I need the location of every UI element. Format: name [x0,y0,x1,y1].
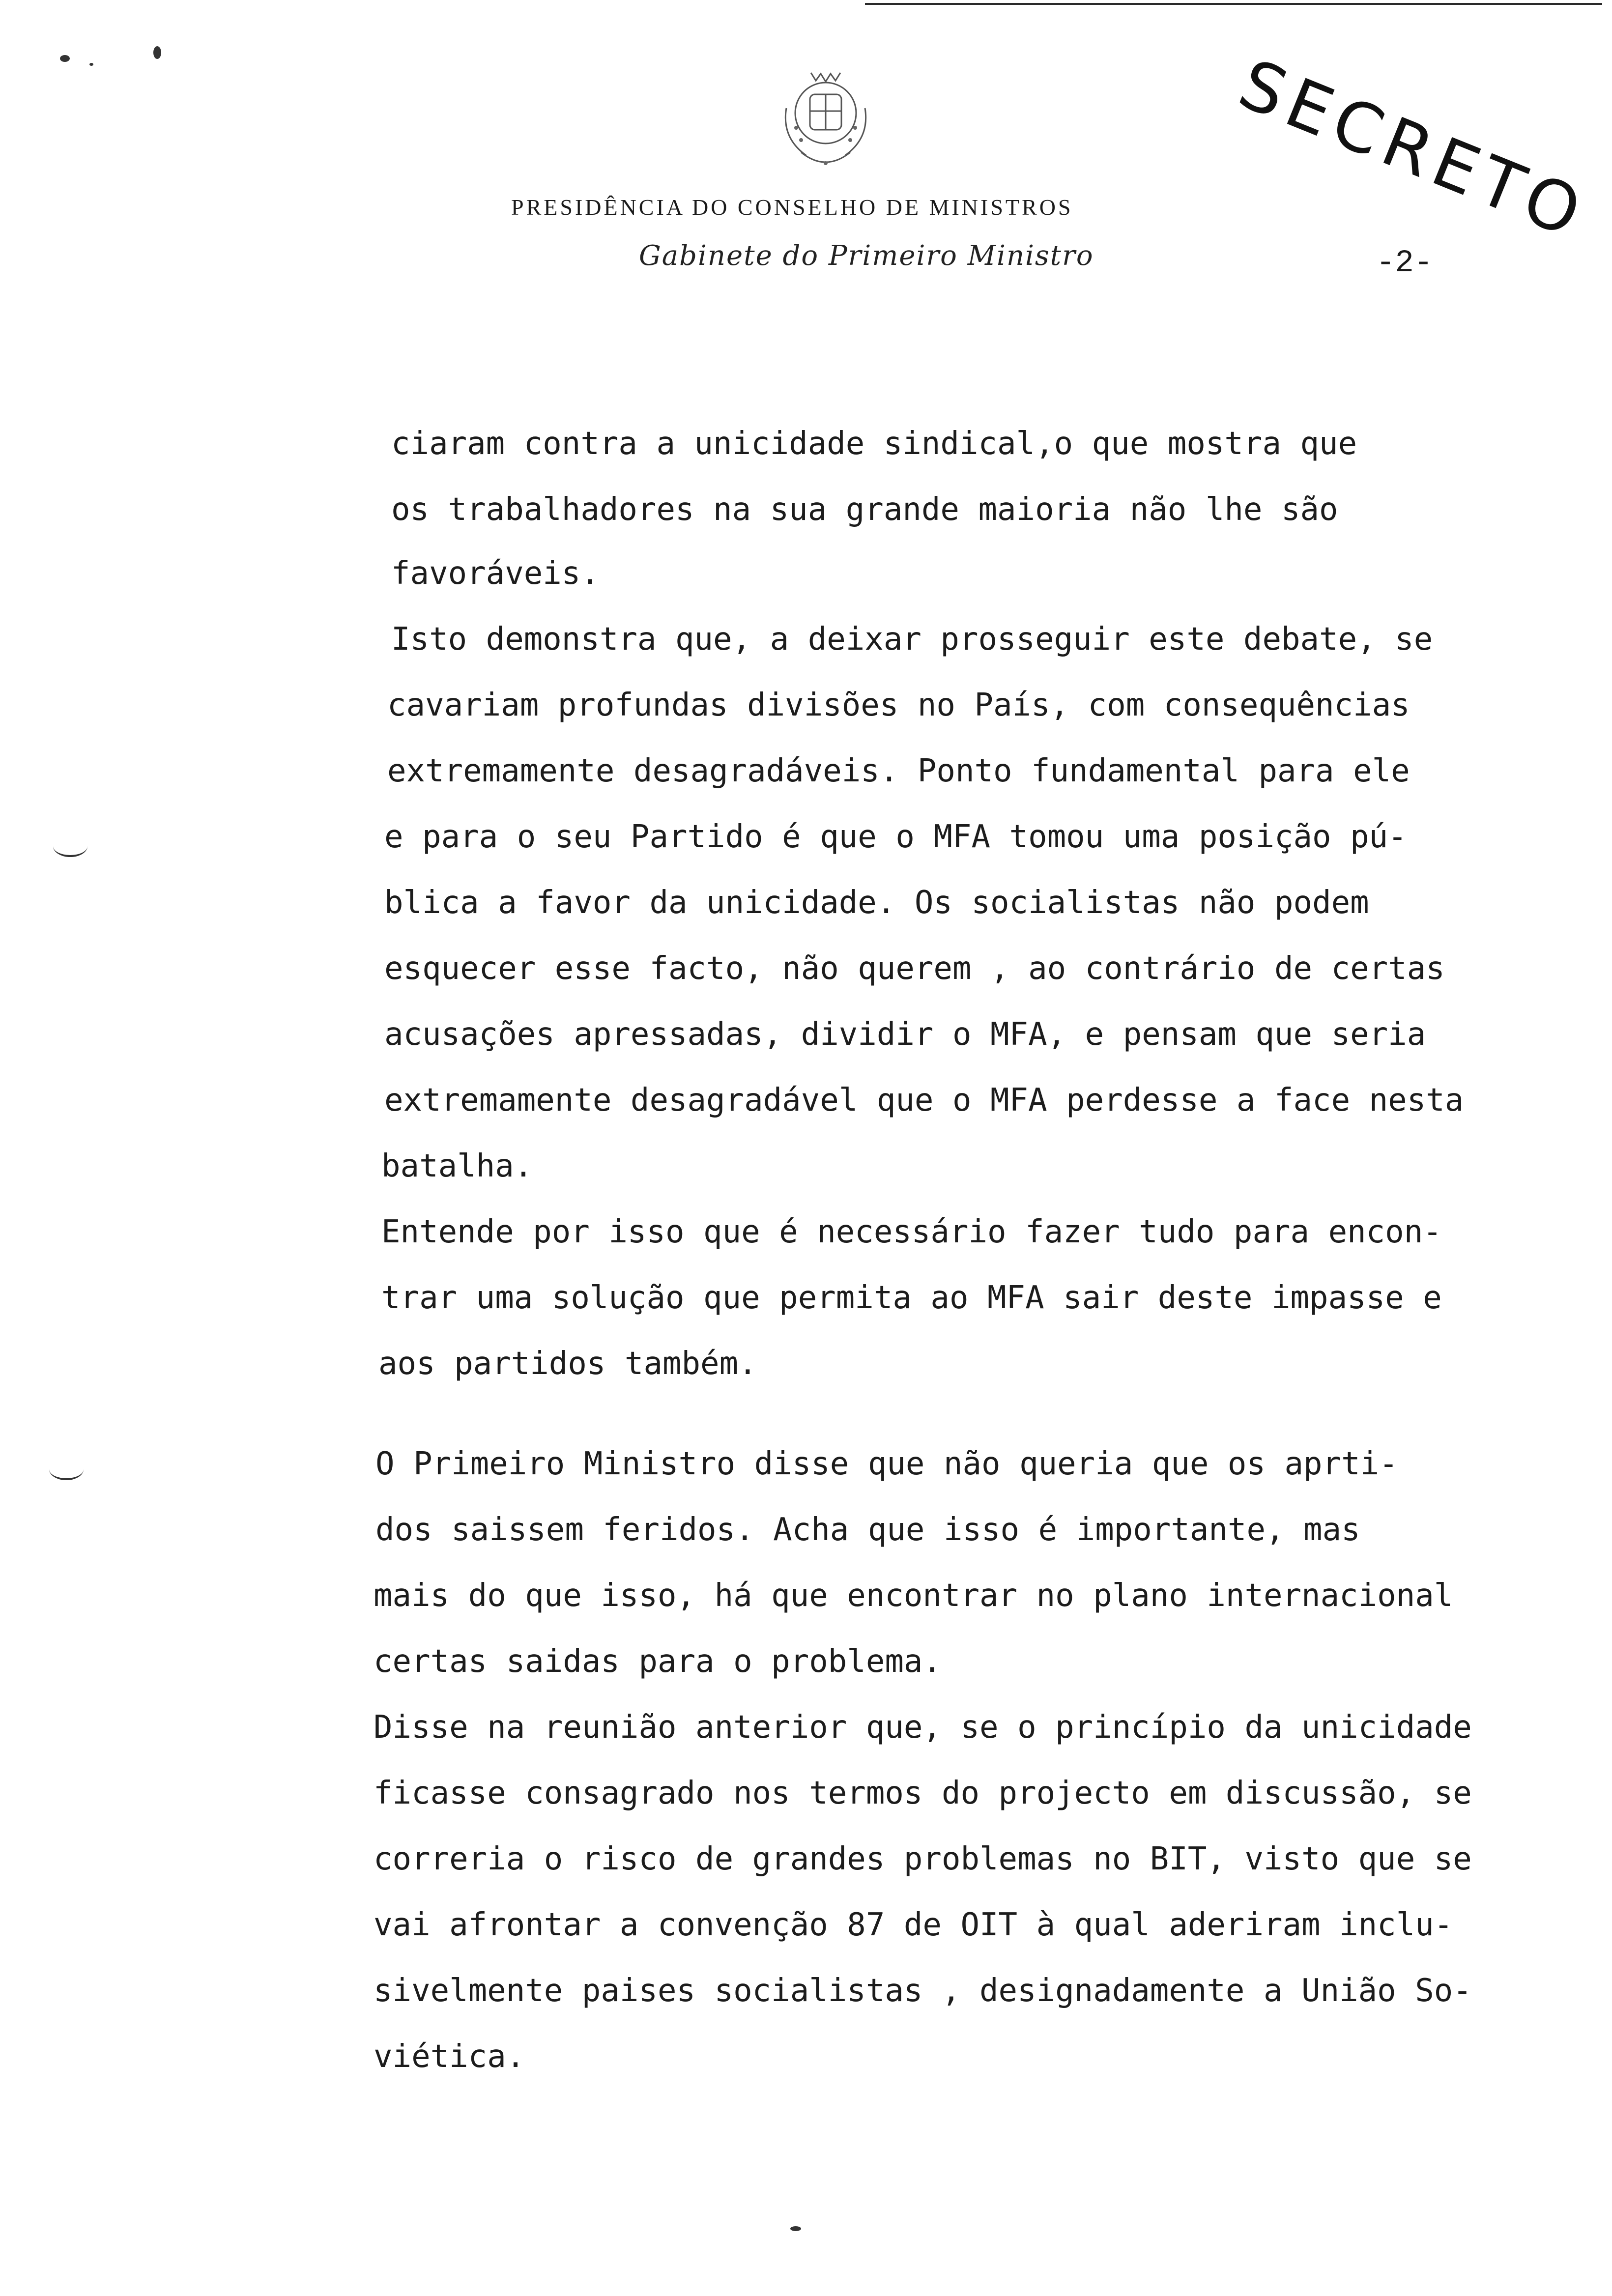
office-subheading: Gabinete do Primeiro Ministro [639,240,1094,272]
margin-hole-mark [53,835,87,857]
text-line: favoráveis. [391,555,600,592]
text-line: ficasse consagrado nos termos do projecto em discussão, se [374,1775,1472,1811]
text-line: os trabalhadores na sua grande maioria não lhe são [391,491,1338,528]
text-line: extremamente desagradáveis. Ponto fundamental para ele [387,753,1410,789]
organization-heading: PRESIDÊNCIA DO CONSELHO DE MINISTROS [511,195,1073,220]
text-line: O Primeiro Ministro disse que não queria que os aprti- [375,1446,1398,1482]
coat-of-arms-icon [767,59,885,177]
text-line: Entende por isso que é necessário fazer tudo para encon- [381,1214,1442,1250]
text-line: viética. [374,2038,525,2075]
text-line: vai afrontar a convenção 87 de OIT à qual aderiram inclu- [374,1907,1453,1943]
text-line: dos saissem feridos. Acha que isso é importante, mas [375,1512,1360,1548]
text-line: certas saidas para o problema. [374,1643,942,1680]
scan-speck [790,2226,801,2231]
text-line: sivelmente paises socialistas , designadamente a União So- [374,1973,1472,2009]
text-line: cavariam profundas divisões no País, com consequências [387,687,1410,723]
text-line: Isto demonstra que, a deixar prosseguir este debate, se [391,621,1433,658]
text-line: Disse na reunião anterior que, se o princípio da unicidade [374,1709,1472,1746]
text-line: esquecer esse facto, não querem , ao contrário de certas [384,950,1445,987]
scan-speck [60,55,70,62]
text-line: trar uma solução que permita ao MFA sair deste impasse e [381,1280,1442,1316]
text-line: acusações apressadas, dividir o MFA, e pensam que seria [384,1016,1426,1053]
scan-speck [153,46,161,59]
text-line: aos partidos também. [378,1346,757,1382]
text-line: ciaram contra a unicidade sindical,o que mostra que [391,426,1357,462]
text-line: e para o seu Partido é que o MFA tomou uma posição pú- [384,819,1407,855]
margin-hole-mark [49,1459,84,1480]
scan-speck [89,63,93,66]
text-line: extremamente desagradável que o MFA perdesse a face nesta [384,1082,1464,1119]
text-line: blica a favor da unicidade. Os socialistas não podem [384,885,1369,921]
text-line: mais do que isso, há que encontrar no plano internacional [374,1578,1453,1614]
text-line: batalha. [381,1148,533,1184]
text-line: correria o risco de grandes problemas no BIT, visto que se [374,1841,1472,1877]
page-number: -2- [1376,246,1433,281]
classification-stamp: SECRETO [1228,44,1598,255]
top-edge-rule [865,3,1602,5]
